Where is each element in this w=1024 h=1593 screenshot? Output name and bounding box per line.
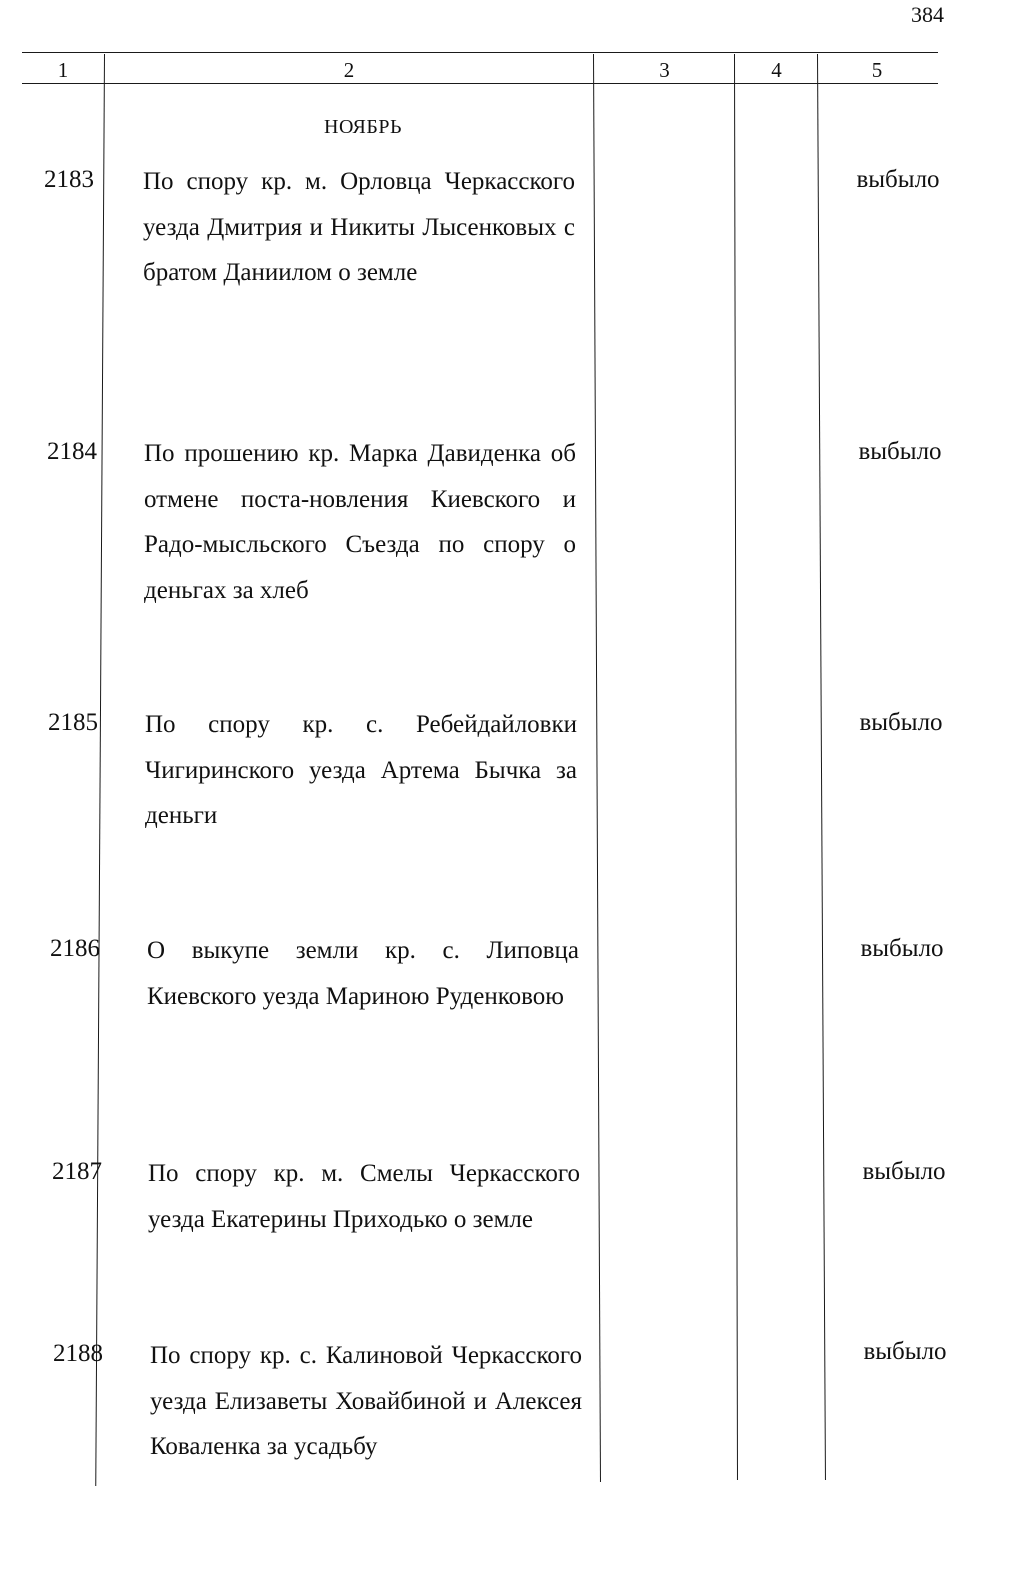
entry-number: 2188: [53, 1340, 103, 1367]
column-divider-4: [817, 54, 826, 1480]
entry-status: выбыло: [860, 935, 944, 962]
entry-number: 2184: [47, 438, 97, 465]
entry-description: По спору кр. с. Ребейдайловки Чигиринского уезда Артема Бычка за деньги: [145, 711, 577, 829]
entry-description: По прошению кр. Марка Давиденка об отмене поста-новления Киевского и Радо-мысльского Съезда по спору о деньгах за хлеб: [144, 440, 576, 604]
entry-number: 2183: [44, 166, 94, 193]
entry-status: выбыло: [863, 1338, 947, 1365]
table-header-bottom-rule: [22, 83, 938, 84]
entry-description: По спору кр. м. Смелы Черкасского уезда Екатерины Приходько о земле: [148, 1160, 580, 1233]
table-top-rule: [22, 52, 938, 53]
entry-status: выбыло: [859, 709, 943, 736]
column-divider-1: [95, 54, 105, 1486]
column-divider-2: [593, 54, 601, 1482]
page-number: 384: [911, 2, 944, 27]
entry-description: По спору кр. с. Калиновой Черкасского уезда Елизаветы Ховайбиной и Алексея Коваленка за усадьбу: [150, 1342, 582, 1460]
entry-number: 2186: [50, 935, 100, 962]
column-header-1: 1: [57, 58, 69, 82]
entry-status: выбыло: [862, 1158, 946, 1185]
column-header-5: 5: [871, 58, 883, 82]
entry-number: 2187: [52, 1158, 102, 1185]
entry-status: выбыло: [858, 438, 942, 465]
column-divider-3: [734, 54, 738, 1480]
column-header-2: 2: [343, 58, 355, 82]
entry-description: По спору кр. м. Орловца Черкасского уезда Дмитрия и Никиты Лысенковых с братом Даниилом о земле: [143, 168, 575, 286]
entry-number: 2185: [48, 709, 98, 736]
section-title: НОЯБРЬ: [324, 116, 402, 138]
entry-status: выбыло: [856, 166, 940, 193]
entry-description: О выкупе земли кр. с. Липовца Киевского уезда Мариною Руденковою: [147, 937, 579, 1010]
column-header-3: 3: [659, 58, 670, 82]
column-header-4: 4: [771, 58, 782, 82]
